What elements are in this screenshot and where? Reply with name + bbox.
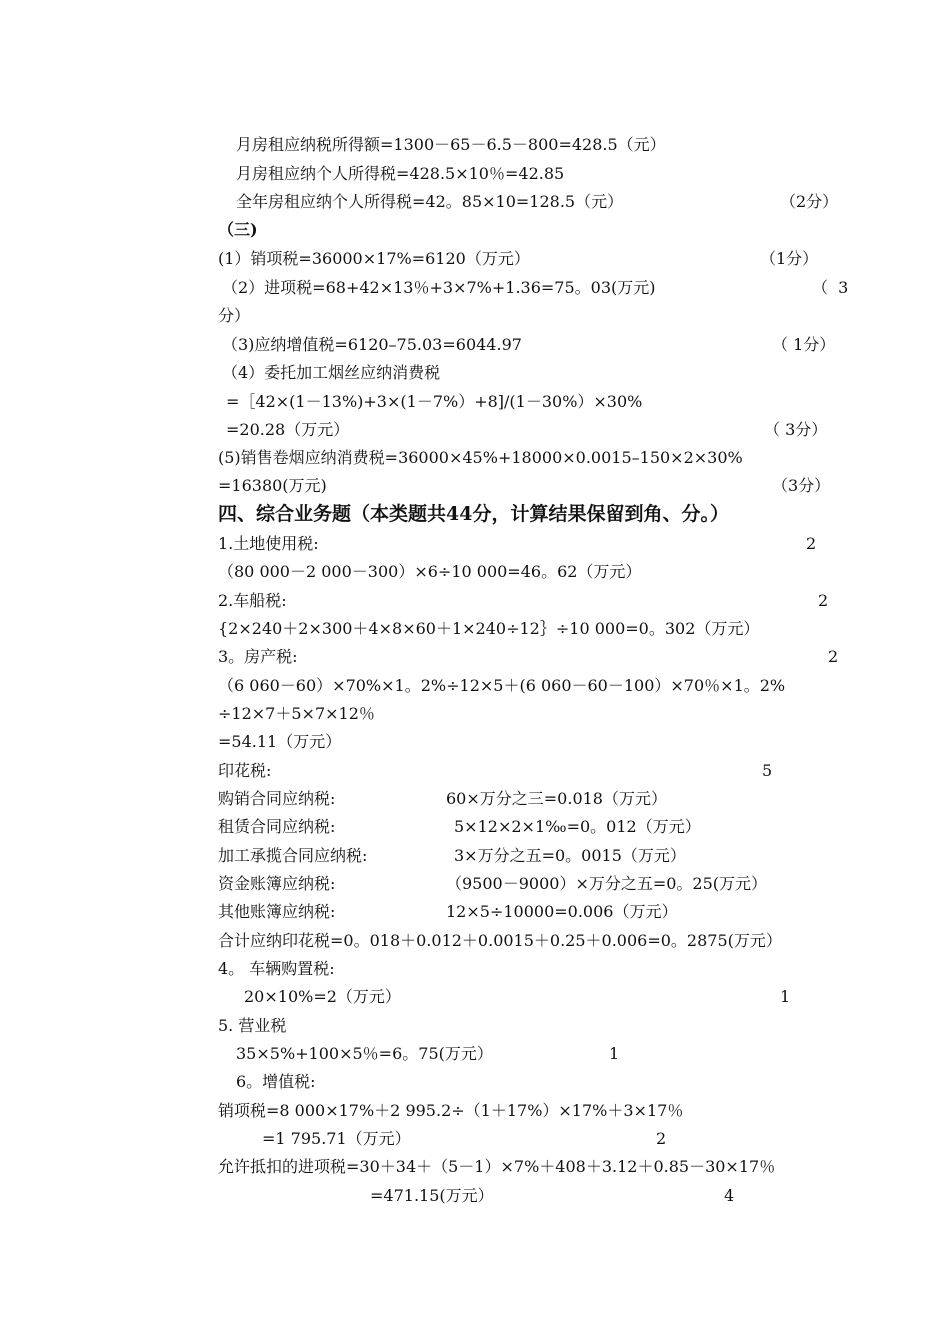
score-label: 2 (818, 591, 829, 610)
score-label: 1 (780, 987, 791, 1006)
stamp-tax-item-value: 60×万分之三=0.018（万元） (446, 789, 667, 808)
stamp-tax-item-label: 购销合同应纳税: (218, 789, 336, 808)
stamp-tax-item-label: 加工承揽合同应纳税: (218, 846, 368, 865)
property-tax-result: =54.11（万元） (218, 732, 342, 751)
business-tax-formula: 35×5%+100×5％=6。75(万元） (236, 1044, 493, 1063)
stamp-tax-item-value: 5×12×2×1‰=0。012（万元） (454, 817, 701, 836)
output-tax-result: =1 795.71（万元） (262, 1129, 411, 1148)
stamp-tax-item-label: 租赁合同应纳税: (218, 817, 336, 836)
property-tax-heading: 3。房产税: (218, 647, 298, 666)
stamp-tax-item-label: 其他账簿应纳税: (218, 902, 336, 921)
output-vat-line: (1）销项税=36000×17%=6120（万元） (218, 249, 530, 268)
land-use-tax-heading: 1.土地使用税: (218, 534, 319, 553)
input-vat-line: （2）进项税=68+42×13％+3×7%+1.36=75。03(万元) (222, 278, 656, 297)
score-label: （ 3分） (764, 420, 828, 439)
deductible-input-tax-formula: 允许抵扣的进项税=30＋34＋（5－1）×7%＋408＋3.12＋0.85－30×17％ (218, 1157, 776, 1176)
section-three-heading: （三) (218, 220, 258, 239)
stamp-tax-item-value: 12×5÷10000=0.006（万元） (446, 902, 678, 921)
consumption-tax-result: =20.28（万元） (226, 420, 350, 439)
stamp-tax-item-value: （9500－9000）×万分之五=0。25(万元） (446, 874, 768, 893)
consumption-tax-formula: =［42×(1－13%)+3×(1－7%）+8]/(1－30%）×30% (226, 392, 643, 411)
property-tax-formula: （6 060－60）×70%×1。2%÷12×5＋(6 060－60－100）×70％×1。2% (218, 676, 786, 695)
section-four-heading: 四、综合业务题（本类题共44分，计算结果保留到角、分。） (218, 503, 729, 525)
score-label: 4 (724, 1186, 735, 1205)
monthly-rent-taxable-income: 月房租应纳税所得额=1300－65－6.5－800=428.5（元） (236, 135, 666, 154)
score-label: （ 3 (812, 278, 849, 297)
cigarette-tax-result: =16380(万元) (218, 476, 327, 495)
score-label: （2分） (780, 192, 839, 211)
output-tax-formula: 销项税=8 000×17%＋2 995.2÷（1＋17%）×17%＋3×17％ (218, 1101, 684, 1120)
cigarette-tax-formula: (5)销售卷烟应纳消费税=36000×45%+18000×0.0015–150×2×30% (218, 448, 743, 467)
score-label: （3分） (772, 476, 831, 495)
score-label: 2 (806, 534, 817, 553)
stamp-tax-total: 合计应纳印花税=0。018＋0.012＋0.0015＋0.25＋0.006=0。2875(万元） (218, 931, 782, 950)
monthly-rent-income-tax: 月房租应纳个人所得税=428.5×10％=42.85 (236, 164, 565, 183)
score-label: 2 (828, 647, 839, 666)
consumption-tax-heading: （4）委托加工烟丝应纳消费税 (222, 363, 441, 382)
vat-heading: 6。增值税: (236, 1072, 316, 1091)
business-tax-heading: 5. 营业税 (218, 1016, 287, 1035)
score-label: 1 (609, 1044, 620, 1063)
vat-payable-line: （3)应纳增值税=6120–75.03=6044.97 (222, 335, 522, 354)
vehicle-vessel-tax-formula: {2×240＋2×300＋4×8×60＋1×240÷12｝÷10 000=0。302（万元） (218, 619, 760, 638)
vehicle-purchase-tax-heading: 4。 车辆购置税: (218, 959, 335, 978)
score-label: 2 (656, 1129, 667, 1148)
vehicle-vessel-tax-heading: 2.车船税: (218, 591, 287, 610)
stamp-tax-item-label: 资金账簿应纳税: (218, 874, 336, 893)
score-label-continued: 分） (218, 306, 251, 325)
annual-rent-income-tax: 全年房租应纳个人所得税=42。85×10=128.5（元） (236, 192, 624, 211)
score-label: （ 1分） (772, 335, 836, 354)
deductible-input-tax-result: =471.15(万元） (370, 1186, 494, 1205)
property-tax-formula-cont: ÷12×7＋5×7×12％ (218, 704, 375, 723)
score-label: 5 (762, 761, 773, 780)
vehicle-purchase-tax-formula: 20×10%=2（万元） (244, 987, 401, 1006)
score-label: （1分） (760, 249, 819, 268)
stamp-tax-item-value: 3×万分之五=0。0015（万元） (454, 846, 686, 865)
stamp-tax-heading: 印花税: (218, 761, 272, 780)
land-use-tax-formula: （80 000－2 000－300）×6÷10 000=46。62（万元） (218, 562, 642, 581)
